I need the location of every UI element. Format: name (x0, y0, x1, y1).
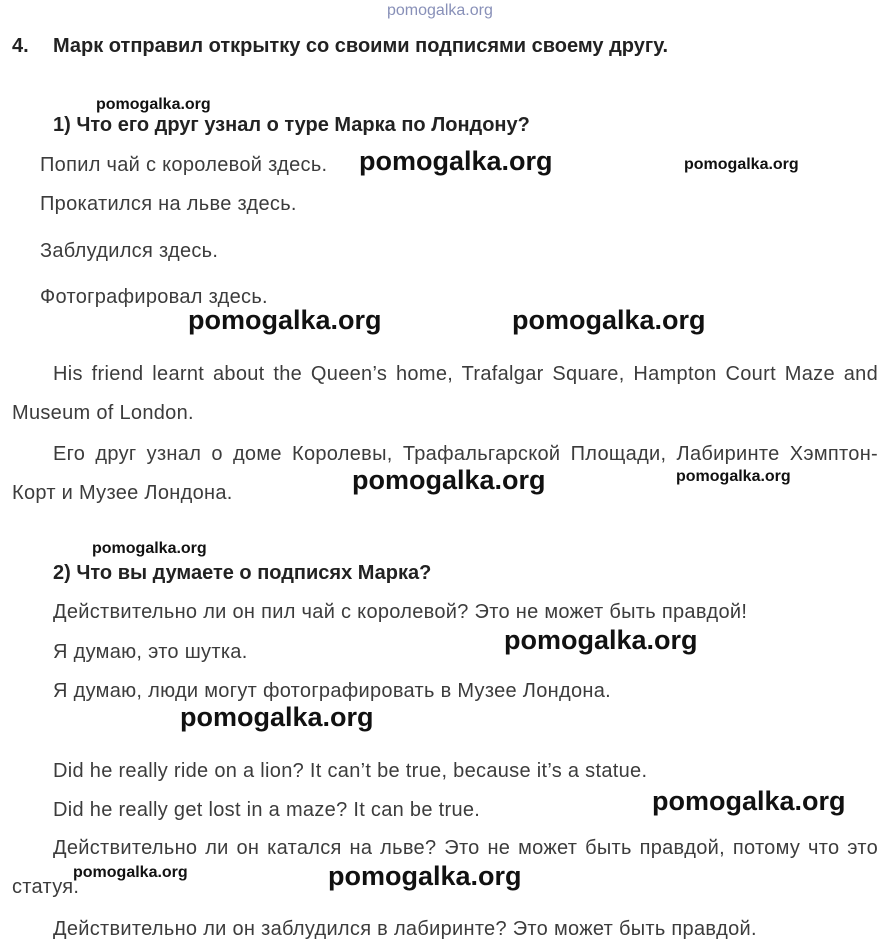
watermark: pomogalka.org (73, 864, 188, 881)
top-watermark: pomogalka.org (387, 2, 493, 19)
q1-heading: 1) Что его друг узнал о туре Марка по Лондону? (53, 114, 530, 136)
watermark: pomogalka.org (180, 702, 374, 732)
watermark: pomogalka.org (92, 540, 207, 557)
q1-line-3: Заблудился здесь. (40, 240, 219, 262)
watermark: pomogalka.org (359, 146, 553, 176)
watermark: pomogalka.org (676, 468, 791, 485)
q2-russian-answer: Действительно ли он катался на льве? Это не может быть правдой, потому что это статуя. (12, 837, 878, 898)
watermark: pomogalka.org (684, 156, 799, 173)
q2-line-2: Я думаю, это шутка. (53, 641, 248, 663)
task-title: Марк отправил открытку со своими подписями своему другу. (53, 35, 669, 57)
q2-line-1: Действительно ли он пил чай с королевой? Это не может быть правдой! (53, 601, 748, 623)
task-number: 4. (12, 35, 29, 57)
watermark: pomogalka.org (188, 305, 382, 335)
q1-english-answer: His friend learnt about the Queen’s home, Trafalgar Square, Hampton Court Maze and Museum of London. (12, 363, 878, 424)
watermark: pomogalka.org (328, 861, 522, 891)
watermark: pomogalka.org (352, 465, 546, 495)
watermark: pomogalka.org (96, 96, 211, 113)
q2-line-3: Я думаю, люди могут фотографировать в Музее Лондона. (53, 680, 612, 702)
q2-english-line-1: Did he really ride on a lion? It can’t be true, because it’s a statue. (53, 760, 648, 782)
q1-russian-answer: Его друг узнал о доме Королевы, Трафальгарской Площади, Лабиринте Хэмптон-Корт и Музее Лондона. (12, 443, 878, 504)
watermark: pomogalka.org (512, 305, 706, 335)
watermark: pomogalka.org (504, 625, 698, 655)
q2-last-line: Действительно ли он заблудился в лабиринте? Это может быть правдой. (53, 918, 757, 940)
q1-line-4: Фотографировал здесь. (40, 286, 268, 308)
q1-line-1: Попил чай с королевой здесь. (40, 154, 328, 176)
q2-english-line-2: Did he really get lost in a maze? It can be true. (53, 799, 481, 821)
q2-heading: 2) Что вы думаете о подписях Марка? (53, 562, 432, 584)
watermark: pomogalka.org (652, 786, 846, 816)
q1-line-2: Прокатился на льве здесь. (40, 193, 297, 215)
